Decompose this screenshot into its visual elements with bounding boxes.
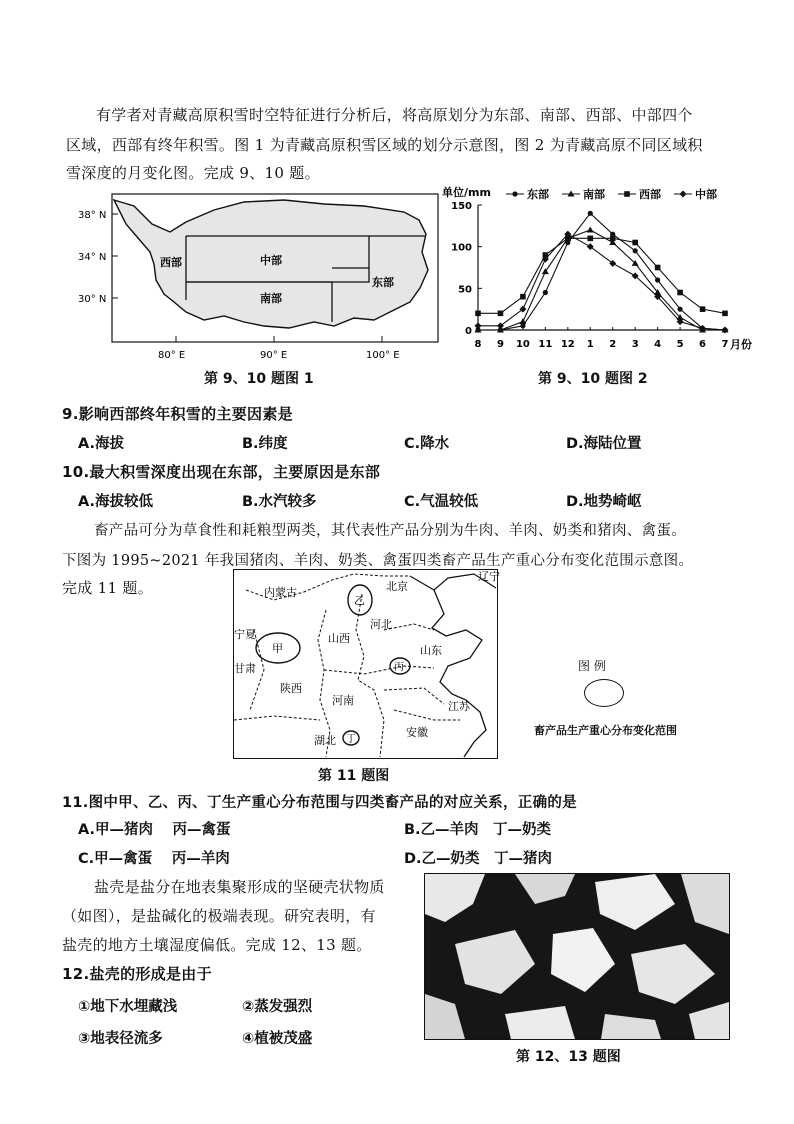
intro2-line2: 下图为 1995~2021 年我国猪肉、羊肉、奶类、禽蛋四类畜产品生产重心分布变化范围示意图。 <box>62 553 694 569</box>
q12-option-3[interactable]: ③地表径流多 <box>78 1031 163 1047</box>
province-henan: 河南 <box>332 694 354 707</box>
chart-y-tick-label: 150 <box>451 201 472 212</box>
q10-option-d[interactable]: D.地势崎岖 <box>566 494 642 510</box>
figure3-legend-title: 图 例 <box>578 659 606 673</box>
q9-option-c[interactable]: C.降水 <box>404 436 450 452</box>
chart-point <box>587 236 593 242</box>
chart-point <box>632 240 638 246</box>
chart-legend <box>506 187 717 201</box>
chart-point <box>475 322 482 329</box>
intro3-line1: 盐壳是盐分在地表集聚形成的坚硬壳状物质 <box>94 878 385 896</box>
q9-option-d[interactable]: D.海陆位置 <box>566 436 642 452</box>
figure1-map <box>74 192 444 364</box>
q9-option-b[interactable]: B.纬度 <box>242 436 288 452</box>
chart-point <box>677 290 683 296</box>
marker-yi-label: 乙 <box>354 594 365 607</box>
intro1-line1: 有学者对青藏高原积雪时空特征进行分析后，将高原划分为东部、南部、西部、中部四个 <box>96 106 693 124</box>
intro2-line1: 畜产品可分为草食性和耗粮型两类，其代表性产品分别为牛肉、羊肉、奶类和猪肉、禽蛋。 <box>94 523 686 539</box>
province-neimenggu: 内蒙古 <box>264 586 297 599</box>
chart-x-tick-label: 11 <box>538 339 553 350</box>
intro2-line3: 完成 11 题。 <box>62 579 154 597</box>
province-shanxi: 山西 <box>328 632 350 645</box>
intro1-line2: 区域，西部有终年积雪。图 1 为青藏高原积雪区域的划分示意图，图 2 为青藏高原不同区域积 <box>66 136 703 154</box>
chart-x-tick-label: 7 <box>721 339 729 350</box>
province-beijing: 北京 <box>386 580 408 593</box>
lon-80-label: 80° E <box>158 350 186 361</box>
q9-stem: 9.影响西部终年积雪的主要因素是 <box>62 405 293 423</box>
chart-point <box>520 294 526 300</box>
chart-x-tick-label: 3 <box>631 339 639 350</box>
figure4-salt-crust-photo <box>424 873 730 1040</box>
q12-option-1[interactable]: ①地下水埋藏浅 <box>78 999 178 1015</box>
chart-x-tick-label: 1 <box>586 339 594 350</box>
lon-90-label: 90° E <box>260 350 288 361</box>
figure3-legend-text: 畜产品生产重心分布变化范围 <box>534 724 677 737</box>
province-liaoning: 辽宁 <box>478 570 500 583</box>
chart-legend-label: 南部 <box>583 188 605 201</box>
chart-point <box>543 290 548 295</box>
chart-x-tick-label: 6 <box>699 339 707 350</box>
figure2-caption: 第 9、10 题图 2 <box>538 371 648 387</box>
province-hebei: 河北 <box>370 618 392 631</box>
q11-option-b[interactable]: B.乙—羊肉 丁—奶类 <box>404 822 552 838</box>
q10-option-c[interactable]: C.气温较低 <box>404 494 479 510</box>
region-central-label: 中部 <box>260 254 282 267</box>
province-shandong: 山东 <box>420 644 442 657</box>
figure2-chart <box>440 180 790 360</box>
province-ningxia: 宁夏 <box>234 628 256 641</box>
chart-point <box>655 265 661 271</box>
chart-x-tick-label: 12 <box>560 339 575 350</box>
province-anhui: 安徽 <box>406 726 428 739</box>
chart-series-line-3 <box>478 238 725 313</box>
chart-point <box>677 307 682 312</box>
chart-point <box>519 318 526 324</box>
region-west-label: 西部 <box>160 256 182 269</box>
lon-100-label: 100° E <box>366 350 400 361</box>
chart-point <box>588 211 593 216</box>
chart-legend-label: 西部 <box>639 188 661 201</box>
chart-y-tick-label: 50 <box>458 284 472 296</box>
chart-y-tick-label: 100 <box>451 242 472 254</box>
chart-series-line-1 <box>478 213 725 330</box>
lat-38-label: 38° N <box>78 210 107 221</box>
chart-x-tick-label: 4 <box>654 339 662 350</box>
chart-y-tick-label: 0 <box>465 326 472 337</box>
q12-option-4[interactable]: ④植被茂盛 <box>242 1031 313 1047</box>
marker-ding-label: 丁 <box>346 734 356 745</box>
chart-legend-label: 东部 <box>527 188 549 201</box>
chart-legend-marker <box>624 191 630 197</box>
chart-x-tick-label: 2 <box>609 339 617 350</box>
region-south-label: 南部 <box>260 292 282 305</box>
chart-legend-label: 中部 <box>695 188 717 201</box>
q11-option-d[interactable]: D.乙—奶类 丁—猪肉 <box>404 851 553 867</box>
province-hubei: 湖北 <box>314 734 336 747</box>
q10-option-a[interactable]: A.海拔较低 <box>78 494 153 510</box>
q11-option-a[interactable]: A.甲—猪肉 丙—禽蛋 <box>78 822 231 838</box>
province-jiangsu: 江苏 <box>448 700 470 713</box>
chart-point <box>700 306 706 312</box>
figure4-caption: 第 12、13 题图 <box>516 1049 621 1065</box>
q11-stem: 11.图中甲、乙、丙、丁生产重心分布范围与四类畜产品的对应关系，正确的是 <box>62 795 577 811</box>
figure1-caption: 第 9、10 题图 1 <box>204 371 314 387</box>
intro1-line3: 雪深度的月变化图。完成 9、10 题。 <box>66 164 320 182</box>
chart-x-tick-label: 9 <box>496 339 504 350</box>
region-east-label: 东部 <box>372 276 394 289</box>
chart-unit-label: 单位/mm <box>442 186 491 199</box>
figure3-map-frame <box>233 569 498 759</box>
q12-option-2[interactable]: ②蒸发强烈 <box>242 999 313 1015</box>
q12-stem: 12.盐壳的形成是由于 <box>62 965 212 983</box>
q10-stem: 10.最大积雪深度出现在东部，主要原因是东部 <box>62 463 381 481</box>
province-shaanxi: 陕西 <box>280 682 302 695</box>
chart-point <box>587 227 594 233</box>
chart-point <box>498 311 504 317</box>
province-gansu: 甘肃 <box>234 662 256 675</box>
q9-option-a[interactable]: A.海拔 <box>78 436 124 452</box>
chart-x-tick-label: 5 <box>676 339 684 350</box>
chart-legend-marker <box>512 191 517 196</box>
figure3-caption: 第 11 题图 <box>318 768 390 784</box>
chart-legend-marker <box>680 191 687 198</box>
chart-x-tick-label: 10 <box>515 339 530 350</box>
figure3-map <box>234 570 500 757</box>
marker-bing-label: 丙 <box>394 662 404 673</box>
chart-point <box>722 311 728 317</box>
chart-xunit-label: 月份 <box>730 338 752 351</box>
chart-point <box>655 277 660 282</box>
figure3-legend-ellipse <box>584 679 624 707</box>
intro3-line3: 盐壳的地方土壤湿度偏低。完成 12、13 题。 <box>62 936 372 954</box>
q11-option-c[interactable]: C.甲—禽蛋 丙—羊肉 <box>78 851 230 867</box>
q10-option-b[interactable]: B.水汽较多 <box>242 494 317 510</box>
chart-point <box>475 311 481 317</box>
chart-point <box>633 248 638 253</box>
chart-point <box>542 268 549 274</box>
chart-x-tick-label: 8 <box>474 339 482 350</box>
marker-jia-label: 甲 <box>272 642 283 655</box>
lat-34-label: 34° N <box>78 252 107 263</box>
lat-30-label: 30° N <box>78 294 107 305</box>
chart-point <box>610 236 616 242</box>
intro3-line2: （如图），是盐碱化的极端表现。研究表明，有 <box>62 907 376 925</box>
